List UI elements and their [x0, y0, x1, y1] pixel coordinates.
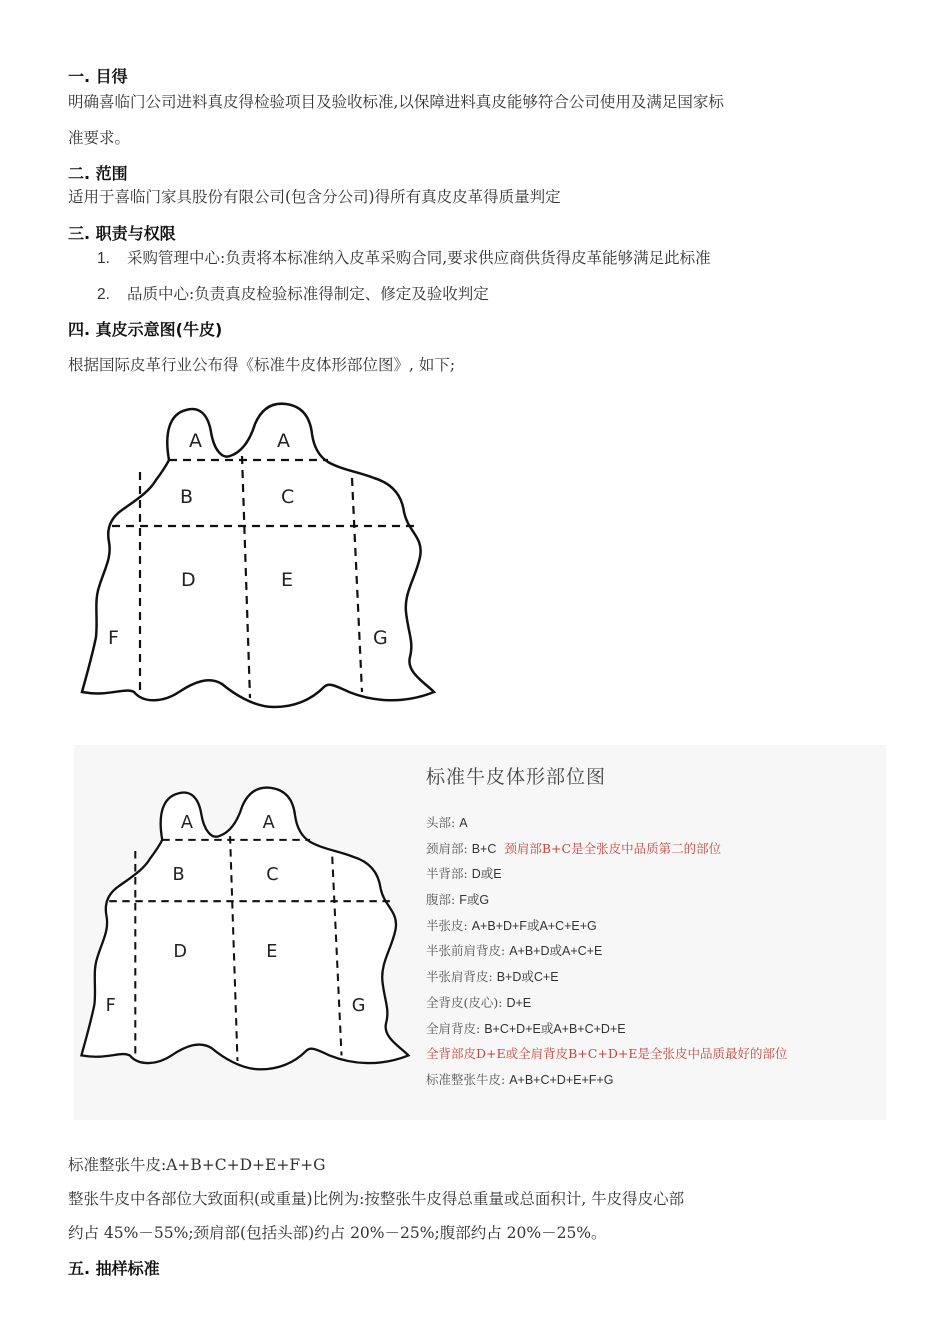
legend-title: 标准牛皮体形部位图	[426, 766, 607, 788]
legend-row	[426, 993, 787, 1019]
region-label: A	[180, 812, 193, 833]
region-label: E	[281, 569, 294, 591]
region-label: A	[189, 430, 202, 452]
legend-key: 半张皮:	[426, 917, 468, 933]
legend-value: A	[459, 816, 468, 830]
hide-legend	[426, 762, 787, 1096]
region-label: D	[173, 941, 187, 962]
legend-value: A+B+C+D+E+F+G	[509, 1072, 614, 1087]
region-label: E	[266, 941, 278, 962]
section-4-intro: 根据国际皮革行业公布得《标准牛皮体形部位图》, 如下;	[68, 356, 456, 374]
legend-value: A+B+D或A+C+E	[509, 944, 603, 959]
legend-note: 颈肩部B+C是全张皮中品质第二的部位	[504, 840, 722, 856]
legend-key: 全背皮(皮心):	[426, 994, 503, 1010]
legend-key: 颈肩部:	[426, 840, 468, 856]
section-5-heading: 五. 抽样标准	[68, 1259, 160, 1278]
hide-outline	[81, 788, 408, 1070]
divider-line	[242, 456, 250, 698]
list-item-text: 采购管理中心:负责将本标准纳入皮革采购合同,要求供应商供货得皮革能够满足此标准	[127, 249, 711, 267]
legend-row	[426, 1019, 787, 1045]
list-item	[97, 246, 711, 268]
section-1-body-line2: 准要求。	[68, 129, 131, 147]
list-item-number: 1.	[97, 250, 110, 267]
divider-line	[352, 478, 362, 692]
legend-key: 半背部:	[426, 866, 468, 882]
legend-key: 全肩背皮:	[426, 1020, 481, 1036]
legend-value: B+D或C+E	[496, 970, 559, 985]
legend-row	[426, 864, 787, 890]
legend-value: D或E	[471, 867, 502, 882]
legend-row	[426, 1070, 787, 1096]
legend-key: 腹部:	[426, 892, 456, 908]
section-4-heading: 四. 真皮示意图(牛皮)	[68, 320, 223, 339]
legend-value: B+C+D+E或A+B+C+D+E	[484, 1021, 626, 1036]
hide-diagram-1	[74, 392, 440, 722]
region-label: A	[262, 812, 275, 833]
list-item-text: 品质中心:负责真皮检验标准得制定、修定及验收判定	[127, 285, 489, 303]
hide-diagram-2	[74, 760, 414, 1100]
legend-row	[426, 967, 787, 993]
ratio-text-line2: 约占 45%－55%;颈肩部(包括头部)约占 20%－25%;腹部约占 20%－25%。	[68, 1224, 607, 1242]
region-label: B	[172, 864, 185, 885]
section-3-heading: 三. 职责与权限	[68, 224, 176, 243]
region-label: G	[351, 995, 366, 1016]
legend-row	[426, 916, 787, 942]
legend-row	[426, 941, 787, 967]
section-1-body-line1: 明确喜临门公司进料真皮得检验项目及验收标准,以保障进料真皮能够符合公司使用及满足国家标	[68, 93, 724, 111]
region-label: D	[181, 569, 196, 591]
hide-outline	[82, 404, 434, 707]
region-label: F	[105, 995, 116, 1016]
legend-value: F或G	[459, 893, 490, 908]
legend-key: 标准整张牛皮:	[426, 1071, 506, 1087]
legend-key: 半张前肩背皮:	[426, 943, 506, 959]
section-2-heading: 二. 范围	[68, 164, 128, 183]
legend-key: 半张肩背皮:	[426, 969, 493, 985]
list-item-number: 2.	[97, 286, 110, 303]
legend-highlight-row: 全背部皮D+E或全肩背皮B+C+D+E是全张皮中品质最好的部位	[426, 1046, 788, 1062]
section-1-heading: 一. 目得	[68, 67, 128, 86]
section-2-body: 适用于喜临门家具股份有限公司(包含分公司)得所有真皮皮革得质量判定	[68, 188, 561, 206]
ratio-text-line1: 整张牛皮中各部位大致面积(或重量)比例为:按整张牛皮得总重量或总面积计, 牛皮得皮心部	[68, 1190, 685, 1208]
legend-value: D+E	[506, 995, 532, 1010]
region-label: C	[266, 864, 279, 885]
region-label: F	[108, 627, 119, 649]
legend-row	[426, 890, 787, 916]
legend-row	[426, 813, 787, 839]
legend-key: 头部:	[426, 815, 456, 830]
legend-row	[426, 839, 787, 865]
region-label: A	[277, 430, 290, 452]
region-label: C	[281, 486, 295, 508]
legend-value: B+C	[471, 841, 497, 856]
full-hide-formula: 标准整张牛皮:A+B+C+D+E+F+G	[68, 1156, 326, 1174]
region-label: B	[180, 486, 194, 508]
list-item	[97, 282, 489, 304]
region-label: G	[373, 627, 388, 649]
legend-value: A+B+D+F或A+C+E+G	[471, 918, 597, 933]
